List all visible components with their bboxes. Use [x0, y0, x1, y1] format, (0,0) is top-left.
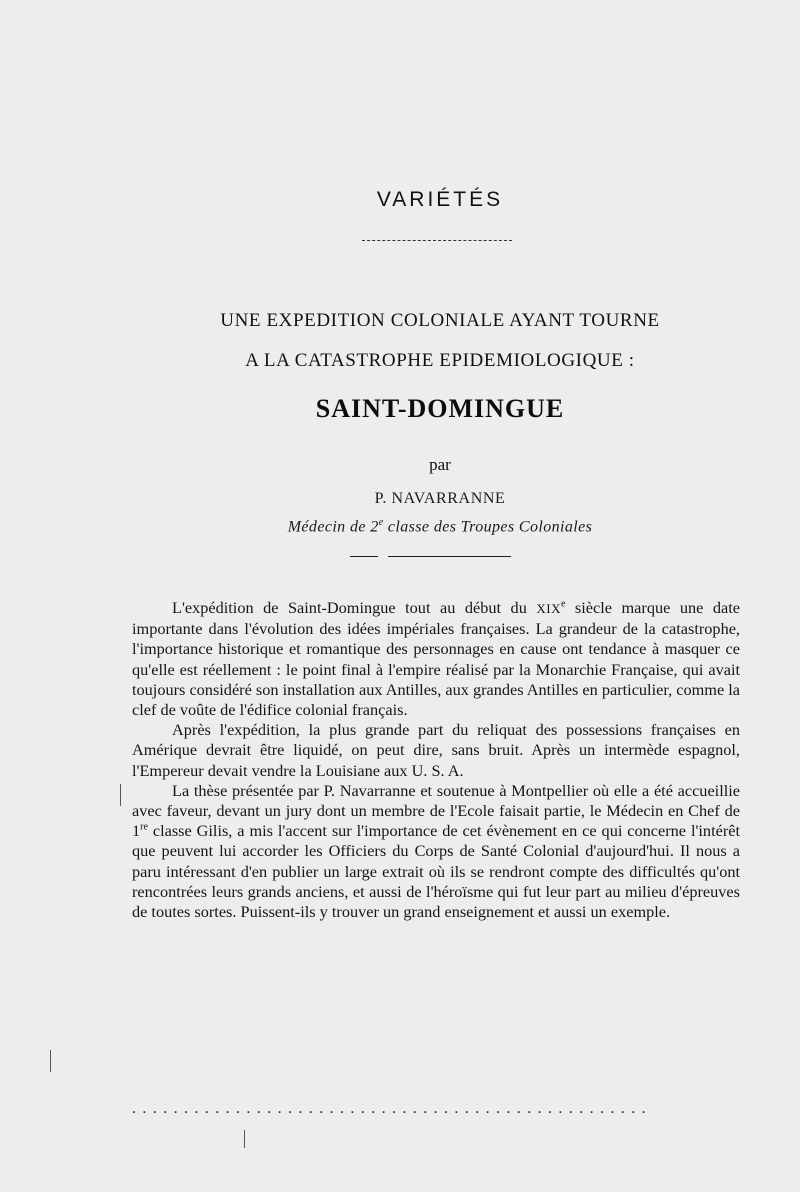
ellipsis-row: .................................................. [132, 1100, 652, 1117]
affiliation-ordinal: e [378, 517, 384, 528]
p1-century: XIX [536, 601, 561, 616]
section-title: VARIÉTÉS [376, 188, 504, 211]
affiliation-prefix: Médecin de 2 [287, 518, 379, 536]
author-affiliation [0, 517, 800, 536]
article-body [132, 598, 740, 922]
paragraph-2: Après l'expédition, la plus grande part du reliquat des possessions françaises en Amérique devrait être liquidé, on peut dire, sans bruit. Après un intermède espagnol, l'Empereur devait vendre la Louisiane aux U. S. A. [132, 720, 740, 780]
article-main-title: SAINT-DOMINGUE [315, 394, 565, 423]
margin-mark [244, 1130, 245, 1148]
p1-text-start: L'expédition de Saint-Domingue tout au début du [172, 598, 537, 617]
header-divider-long [388, 556, 511, 557]
author-name: P. NAVARRANNE [374, 490, 506, 507]
p3-text-end: classe Gilis, a mis l'accent sur l'importance de cet évènement en ce qui concerne l'intérêt que peuvent lui accorder les Officiers du Corps de Santé Colonial d'aujourd'hui. Il nous a paru intéressant d'en publier un large extrait où ils se rendront compte des difficultés qu'ont rencontrées leurs grands anciens, et aussi de l'héroïsme qui fut leur part au milieu d'épreuves de toutes sortes. Puissent-ils y trouver un grand enseignement et aussi un exemple. [132, 821, 740, 922]
paragraph-3 [132, 781, 740, 922]
margin-mark [120, 784, 121, 806]
section-divider [362, 240, 512, 241]
p3-class-sup: re [140, 821, 148, 833]
margin-mark [50, 1050, 51, 1072]
by-label: par [429, 455, 451, 474]
p3-text-start: La thèse présentée par P. Navarranne et soutenue à Montpellier où elle a été accueillie avec faveur, devant un jury dont un membre de l'Ecole faisait partie, le Médecin en Chef de 1 [132, 780, 740, 841]
p1-text-end: siècle marque une date importante dans l'évolution des idées impériales françaises. La grandeur de la catastrophe, l'importance historique et romantique des personnages en cause ont tendance à masquer ce qu'elle est réellement : le point final à l'empire réalisé par la Monarchie Française, qui avait toujours considéré son installation aux Antilles, aux grandes Antilles en particulier, comme la clef de voûte de l'édifice colonial français. [132, 598, 740, 720]
header-divider-short [350, 556, 378, 557]
affiliation-suffix: classe des Troupes Coloniales [383, 518, 593, 536]
article-title-line-2: A LA CATASTROPHE EPIDEMIOLOGIQUE : [245, 350, 635, 371]
article-title-line-1: UNE EXPEDITION COLONIALE AYANT TOURNE [220, 310, 660, 331]
p1-century-sup: e [560, 598, 566, 610]
paragraph-1 [132, 598, 740, 720]
